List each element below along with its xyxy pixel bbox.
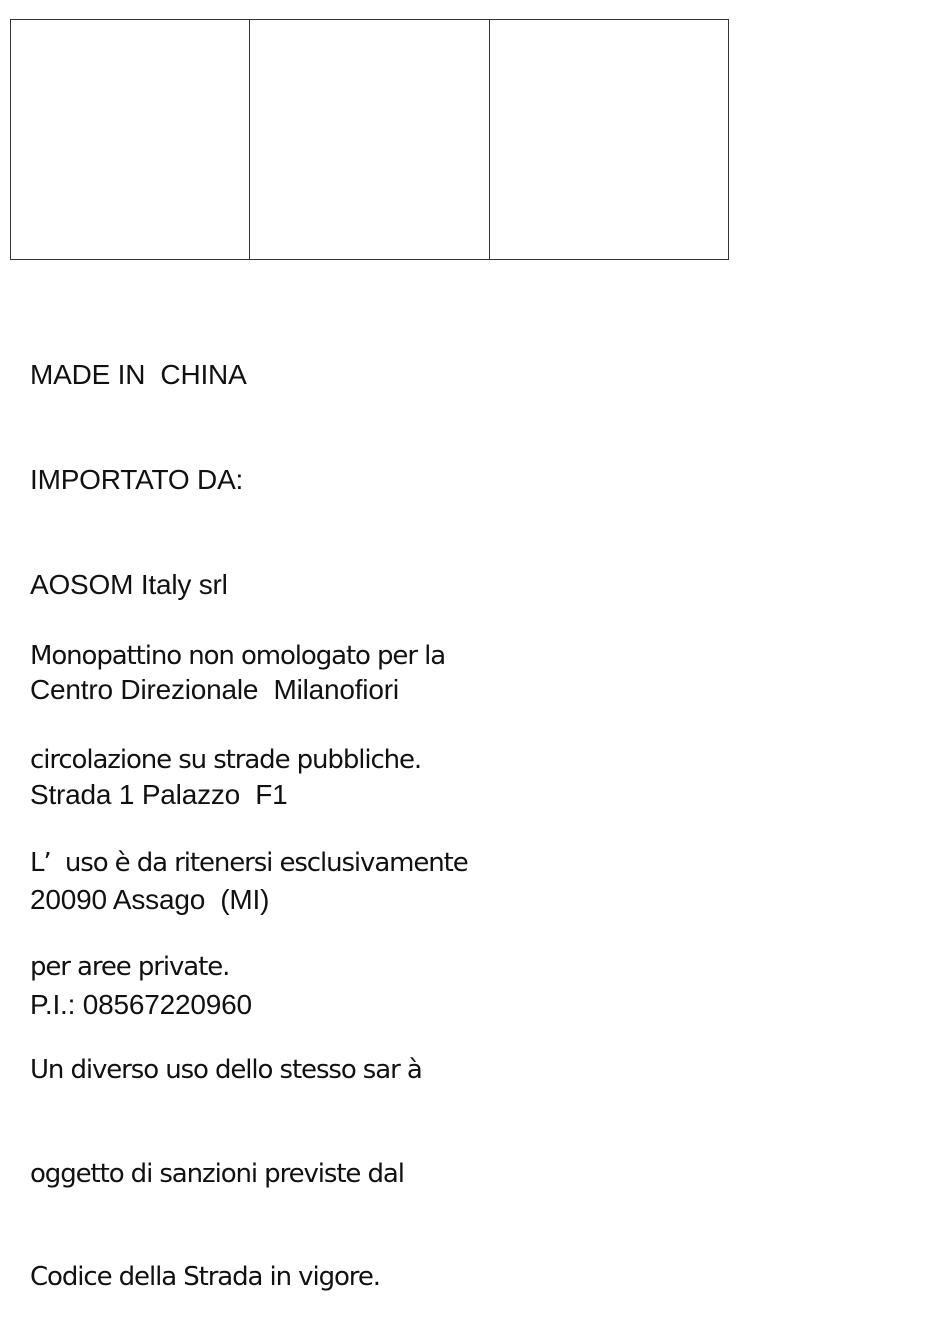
notice-line: Monopattino non omologato per la [30, 641, 446, 671]
usage-notice [30, 570, 468, 1329]
notice-line: per aree private. [30, 951, 230, 982]
label-box-row [10, 19, 729, 260]
label-box-1 [11, 20, 249, 259]
notice-line: Codice della Strada in vigore. [30, 1262, 380, 1292]
address-line-3: 20090 Assago (MI) [30, 884, 270, 915]
notice-line: circolazione su strade pubbliche. [30, 744, 422, 775]
notice-line: Un diverso uso dello stesso sar à [30, 1055, 422, 1085]
company-name: AOSOM Italy srl [30, 569, 228, 600]
imported-by-line: IMPORTATO DA: [30, 464, 244, 495]
label-box-3 [489, 20, 728, 259]
label-box-2 [249, 20, 488, 259]
vat-number: P.I.: 08567220960 [30, 989, 252, 1020]
origin-line: MADE IN CHINA [30, 359, 247, 390]
address-line-1: Centro Direzionale Milanofiori [30, 674, 399, 705]
notice-line: oggetto di sanzioni previste dal [30, 1158, 404, 1189]
address-line-2: Strada 1 Palazzo F1 [30, 779, 288, 810]
notice-line: L’ uso è da ritenersi esclusivamente [30, 848, 468, 878]
